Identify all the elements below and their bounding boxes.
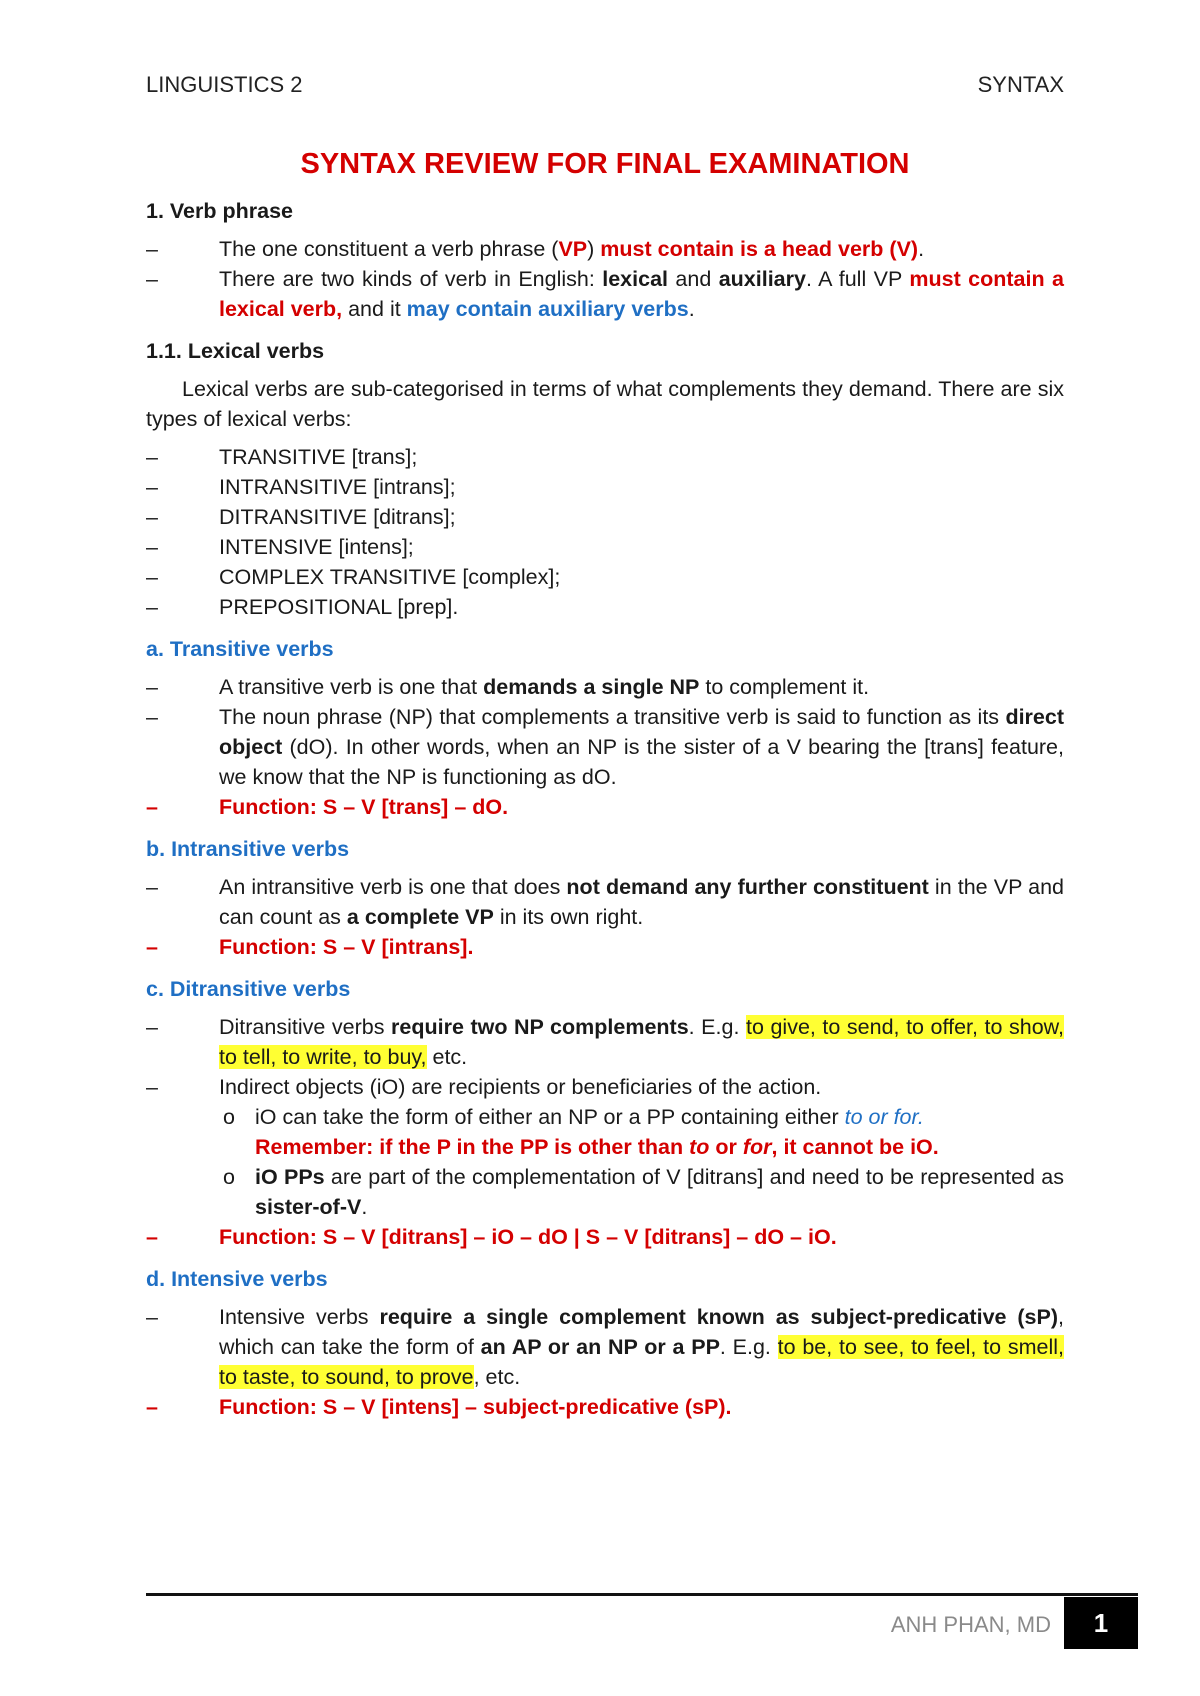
dash-marker: – — [146, 1075, 158, 1099]
dash-marker: – — [146, 505, 158, 529]
transitive-verbs-heading: a. Transitive verbs — [146, 637, 334, 661]
dash-marker: – — [146, 675, 158, 699]
dash-marker: – — [146, 705, 158, 729]
list-item: – Indirect objects (iO) are recipients or beneficiaries of the action. o iO can take the form of either an NP or a PP containing either to or for. Remember: if the P in the PP is other than to or for, it cannot be iO. o iO PPs are part of the complementation of V [ditrans] and need to be represented as sister-of-V. — [146, 1072, 1064, 1222]
intensive-verbs-heading: d. Intensive verbs — [146, 1267, 328, 1291]
function-formula: – Function: S – V [trans] – dO. — [146, 792, 1064, 822]
section-lexical-verbs-heading: 1.1. Lexical verbs — [146, 339, 325, 363]
ditransitive-verbs-heading: c. Ditransitive verbs — [146, 977, 351, 1001]
list-item: – Intensive verbs require a single complement known as subject-predicative (sP), which can take the form of an AP or an NP or a PP. E.g. to be, to see, to feel, to smell, to taste, to sound, to prove, etc. — [146, 1302, 1064, 1392]
list-item: – Ditransitive verbs require two NP complements. E.g. to give, to send, to offer, to show, to tell, to write, to buy, etc. — [146, 1012, 1064, 1072]
list-item: – The one constituent a verb phrase (VP) must contain is a head verb (V). — [146, 234, 1064, 264]
intensive-list — [146, 1302, 1064, 1422]
lexical-verbs-intro: Lexical verbs are sub-categorised in terms of what complements they demand. There are six types of lexical verbs: — [146, 377, 1064, 431]
sub-list-item: o iO can take the form of either an NP or a PP containing either to or for. Remember: if the P in the PP is other than to or for, it cannot be iO. — [219, 1102, 1064, 1162]
lexical-verb-types-list — [146, 442, 1064, 622]
dash-marker: – — [146, 565, 158, 589]
highlighted-examples: to give, to send, to offer, to show, to tell, to write, to buy, — [219, 1015, 1064, 1069]
dash-marker: – — [146, 1015, 158, 1039]
footer-author: ANH PHAN, MD — [890, 1612, 1051, 1637]
function-formula: – Function: S – V [intens] – subject-predicative (sP). — [146, 1392, 1064, 1422]
list-item: – TRANSITIVE [trans]; — [146, 442, 1064, 472]
ditransitive-list — [146, 1012, 1064, 1252]
dash-marker: – — [146, 1395, 158, 1419]
footer-rule — [146, 1593, 1138, 1596]
header-subject: SYNTAX — [977, 72, 1064, 97]
dash-marker: – — [146, 1305, 158, 1329]
header-course: LINGUISTICS 2 — [146, 72, 303, 97]
verb-phrase-list — [146, 234, 1064, 324]
intransitive-list — [146, 872, 1064, 962]
list-item: – INTENSIVE [intens]; — [146, 532, 1064, 562]
circle-marker: o — [223, 1105, 235, 1129]
highlighted-examples: to be, to see, to feel, to smell, to taste, to sound, to prove — [219, 1335, 1064, 1389]
intransitive-verbs-heading: b. Intransitive verbs — [146, 837, 350, 861]
dash-marker: – — [146, 445, 158, 469]
circle-marker: o — [223, 1165, 235, 1189]
transitive-list — [146, 672, 1064, 822]
list-item: – The noun phrase (NP) that complements a transitive verb is said to function as its direct object (dO). In other words, when an NP is the sister of a V bearing the [trans] feature, we know that the NP is functioning as dO. — [146, 702, 1064, 792]
document-title: SYNTAX REVIEW FOR FINAL EXAMINATION — [300, 148, 910, 180]
list-item: – An intransitive verb is one that does not demand any further constituent in the VP and can count as a complete VP in its own right. — [146, 872, 1064, 932]
dash-marker: – — [146, 267, 158, 291]
document-body — [146, 144, 1064, 1422]
list-item: – A transitive verb is one that demands a single NP to complement it. — [146, 672, 1064, 702]
list-item: – DITRANSITIVE [ditrans]; — [146, 502, 1064, 532]
list-item: – INTRANSITIVE [intrans]; — [146, 472, 1064, 502]
dash-marker: – — [146, 475, 158, 499]
dash-marker: – — [146, 875, 158, 899]
list-item: – COMPLEX TRANSITIVE [complex]; — [146, 562, 1064, 592]
dash-marker: – — [146, 595, 158, 619]
dash-marker: – — [146, 795, 158, 819]
section-verb-phrase-heading: 1. Verb phrase — [146, 199, 293, 223]
sub-list-item: o iO PPs are part of the complementation of V [ditrans] and need to be represented as sister-of-V. — [219, 1162, 1064, 1222]
function-formula: – Function: S – V [ditrans] – iO – dO | S – V [ditrans] – dO – iO. — [146, 1222, 1064, 1252]
list-item: – PREPOSITIONAL [prep]. — [146, 592, 1064, 622]
dash-marker: – — [146, 535, 158, 559]
dash-marker: – — [146, 1225, 158, 1249]
dash-marker: – — [146, 237, 158, 261]
function-formula: – Function: S – V [intrans]. — [146, 932, 1064, 962]
ditransitive-sublist — [219, 1102, 1064, 1222]
page-number: 1 — [1064, 1597, 1138, 1649]
list-item: – There are two kinds of verb in English: lexical and auxiliary. A full VP must contain a lexical verb, and it may contain auxiliary verbs. — [146, 264, 1064, 324]
dash-marker: – — [146, 935, 158, 959]
